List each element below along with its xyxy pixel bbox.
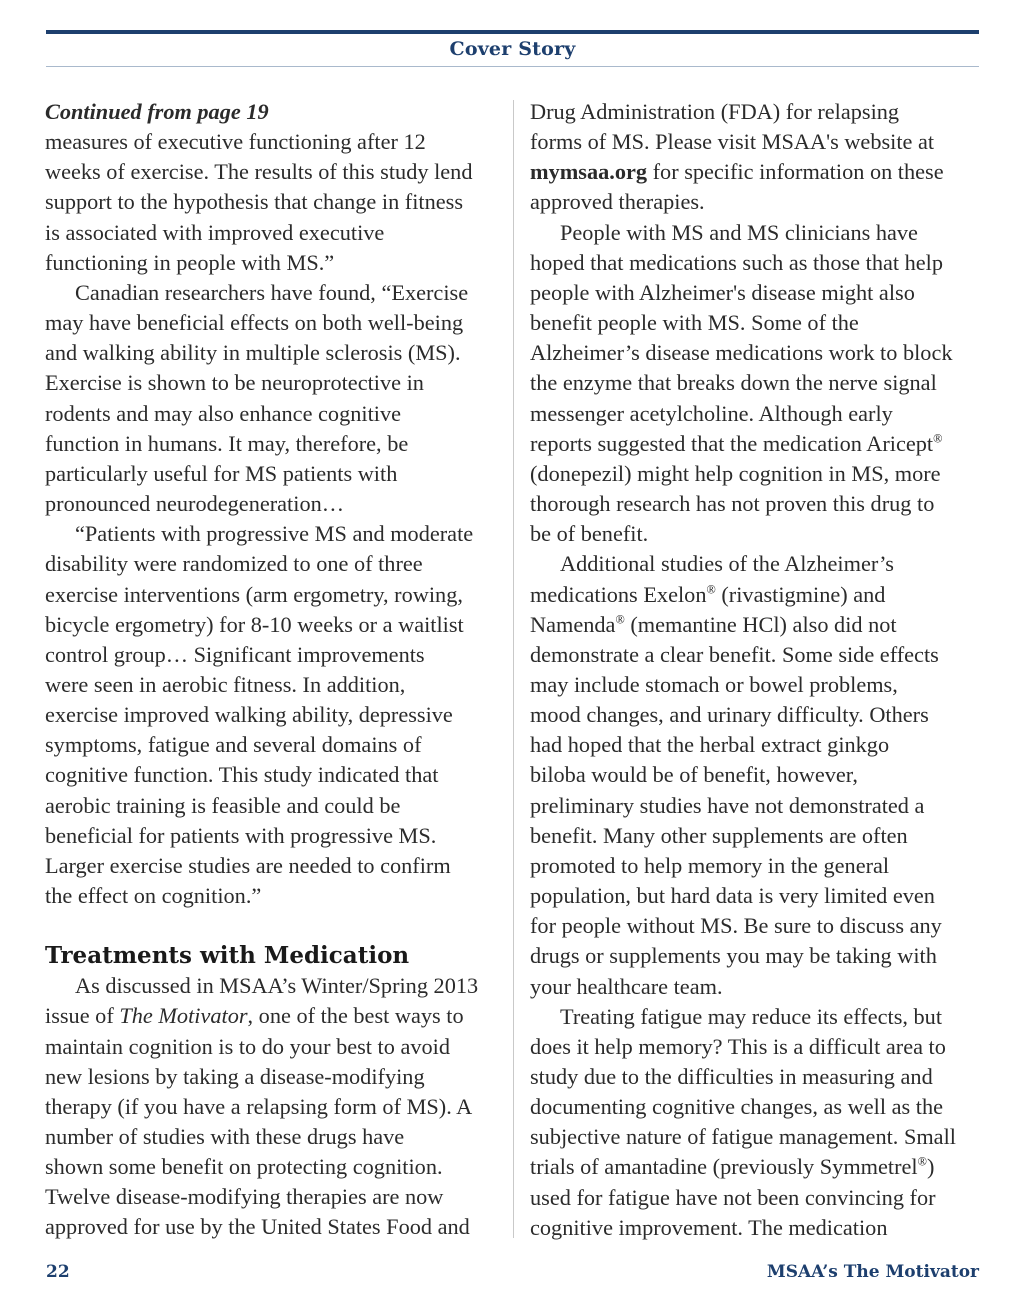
- text-line: thorough research has not proven this drug to: [530, 491, 935, 517]
- text-line: Treating fatigue may reduce its effects, but: [560, 1003, 943, 1029]
- text-line: study due to the difficulties in measuring and: [530, 1064, 933, 1089]
- section-heading: Treatments with Medication: [45, 942, 410, 970]
- text-line: forms of MS. Please visit MSAA's website at: [530, 129, 935, 155]
- registered-mark: ®: [917, 1155, 927, 1170]
- text-line: Canadian researchers have found, “Exercise: [75, 279, 469, 305]
- text-fragment: reports suggested that the medication Aricept: [530, 430, 934, 456]
- text-line: for people without MS. Be sure to discuss any: [530, 913, 942, 939]
- text-line: the enzyme that breaks down the nerve signal: [530, 370, 937, 396]
- text-line: control group… Significant improvements: [45, 641, 425, 667]
- text-line: shown some benefit on protecting cognition.: [45, 1154, 443, 1180]
- header-rule: [46, 30, 979, 34]
- text-line: [530, 580, 982, 610]
- text-line: support to the hypothesis that change in fitness: [45, 189, 464, 215]
- registered-mark: ®: [706, 582, 716, 597]
- page-number: 22: [46, 1262, 70, 1282]
- text-line: hoped that medications such as those that help: [530, 249, 944, 275]
- text-line: does it help memory? This is a difficult area to: [530, 1033, 946, 1059]
- text-line: Additional studies of the Alzheimer’s: [560, 551, 894, 577]
- text-line: approved for use by the United States Food and: [45, 1214, 470, 1240]
- text-line: biloba would be of benefit, however,: [530, 762, 858, 788]
- text-line: and walking ability in multiple sclerosis (MS).: [45, 340, 461, 366]
- column-divider: [513, 100, 514, 1238]
- text-line: promoted to help memory in the general: [530, 852, 890, 878]
- text-line: new lesions by taking a disease-modifying: [45, 1063, 425, 1089]
- text-line: documenting cognitive changes, as well as the: [530, 1094, 943, 1120]
- text-line: People with MS and MS clinicians have: [560, 219, 918, 245]
- text-line: [530, 1152, 982, 1182]
- text-line: Exercise is shown to be neuroprotective in: [45, 370, 424, 396]
- text-line: subjective nature of fatigue management. Small: [530, 1124, 956, 1150]
- text-line: rodents and may also enhance cognitive: [45, 400, 402, 426]
- text-fragment: , one of the best ways to: [247, 1003, 464, 1029]
- text-line: (donepezil) might help cognition in MS, more: [530, 460, 941, 486]
- text-line: people with Alzheimer's disease might also: [530, 279, 915, 305]
- text-line: exercise interventions (arm ergometry, rowing,: [45, 581, 463, 607]
- text-line: measures of executive functioning after 12: [45, 129, 426, 155]
- text-line: pronounced neurodegeneration…: [45, 491, 345, 517]
- text-line: Larger exercise studies are needed to confirm: [45, 852, 451, 878]
- text-fragment: (memantine HCl) also did not: [624, 611, 897, 637]
- text-line: the effect on cognition.”: [45, 883, 262, 909]
- text-line: were seen in aerobic fitness. In addition,: [45, 671, 406, 697]
- registered-mark: ®: [615, 612, 625, 627]
- text-line: is associated with improved executive: [45, 219, 385, 245]
- right-column: [530, 97, 982, 1243]
- text-line: demonstrate a clear benefit. Some side effects: [530, 641, 939, 667]
- text-line: therapy (if you have a relapsing form of MS). A: [45, 1093, 473, 1119]
- text-line: messenger acetylcholine. Although early: [530, 400, 893, 426]
- text-line: Drug Administration (FDA) for relapsing: [530, 99, 900, 124]
- text-line: disability were randomized to one of three: [45, 551, 423, 577]
- text-line: function in humans. It may, therefore, be: [45, 430, 409, 456]
- text-line: cognitive function. This study indicated that: [45, 762, 439, 788]
- text-line: be of benefit.: [530, 521, 649, 547]
- text-fragment: (rivastigmine) and: [715, 581, 886, 607]
- text-line: functioning in people with MS.”: [45, 249, 335, 275]
- text-line: drugs or supplements you may be taking with: [530, 943, 937, 969]
- text-line: Twelve disease-modifying therapies are now: [45, 1184, 444, 1210]
- header-underline: [46, 66, 979, 67]
- text-line: cognitive improvement. The medication: [530, 1214, 888, 1240]
- text-line: symptoms, fatigue and several domains of: [45, 732, 422, 758]
- text-line: may include stomach or bowel problems,: [530, 671, 898, 697]
- text-line: particularly useful for MS patients with: [45, 460, 398, 486]
- section-title: Cover Story: [449, 38, 576, 60]
- text-line: mood changes, and urinary difficulty. Others: [530, 702, 929, 728]
- text-line: [45, 1001, 503, 1031]
- website-link[interactable]: mymsaa.org: [530, 159, 648, 185]
- text-line: maintain cognition is to do your best to avoid: [45, 1033, 451, 1059]
- text-fragment: for specific information on these: [647, 159, 944, 185]
- text-line: your healthcare team.: [530, 973, 723, 999]
- text-line: had hoped that the herbal extract ginkgo: [530, 732, 890, 758]
- text-line: As discussed in MSAA’s Winter/Spring 2013: [75, 973, 479, 999]
- text-line: [530, 610, 982, 640]
- text-fragment: medications Exelon: [530, 581, 707, 607]
- text-line: number of studies with these drugs have: [45, 1124, 405, 1149]
- text-line: weeks of exercise. The results of this study lend: [45, 159, 473, 185]
- registered-mark: ®: [933, 431, 943, 446]
- left-column: [45, 97, 503, 1243]
- text-line: bicycle ergometry) for 8-10 weeks or a waitlist: [45, 611, 464, 637]
- magazine-title: MSAA’s The Motivator: [766, 1262, 979, 1282]
- text-line: [530, 429, 982, 459]
- text-fragment: Namenda: [530, 611, 616, 637]
- text-fragment: issue of: [45, 1003, 120, 1029]
- text-line: may have beneficial effects on both well-being: [45, 310, 464, 336]
- text-line: approved therapies.: [530, 189, 705, 215]
- text-line: population, but hard data is very limited even: [530, 883, 935, 909]
- continued-note: Continued from page 19: [45, 99, 269, 124]
- text-line: preliminary studies have not demonstrated a: [530, 792, 925, 818]
- text-line: “Patients with progressive MS and moderate: [75, 521, 474, 547]
- text-line: aerobic training is feasible and could be: [45, 792, 401, 818]
- text-line: [530, 157, 982, 187]
- text-line: beneficial for patients with progressive MS.: [45, 822, 437, 848]
- text-fragment: ): [926, 1154, 935, 1180]
- text-fragment: trials of amantadine (previously Symmetrel: [530, 1154, 918, 1180]
- text-line: benefit people with MS. Some of the: [530, 310, 859, 336]
- publication-title: The Motivator: [119, 1003, 248, 1029]
- text-line: Alzheimer’s disease medications work to block: [530, 340, 953, 366]
- text-line: benefit. Many other supplements are often: [530, 822, 908, 848]
- text-line: exercise improved walking ability, depressive: [45, 702, 453, 728]
- text-line: used for fatigue have not been convincing for: [530, 1184, 936, 1210]
